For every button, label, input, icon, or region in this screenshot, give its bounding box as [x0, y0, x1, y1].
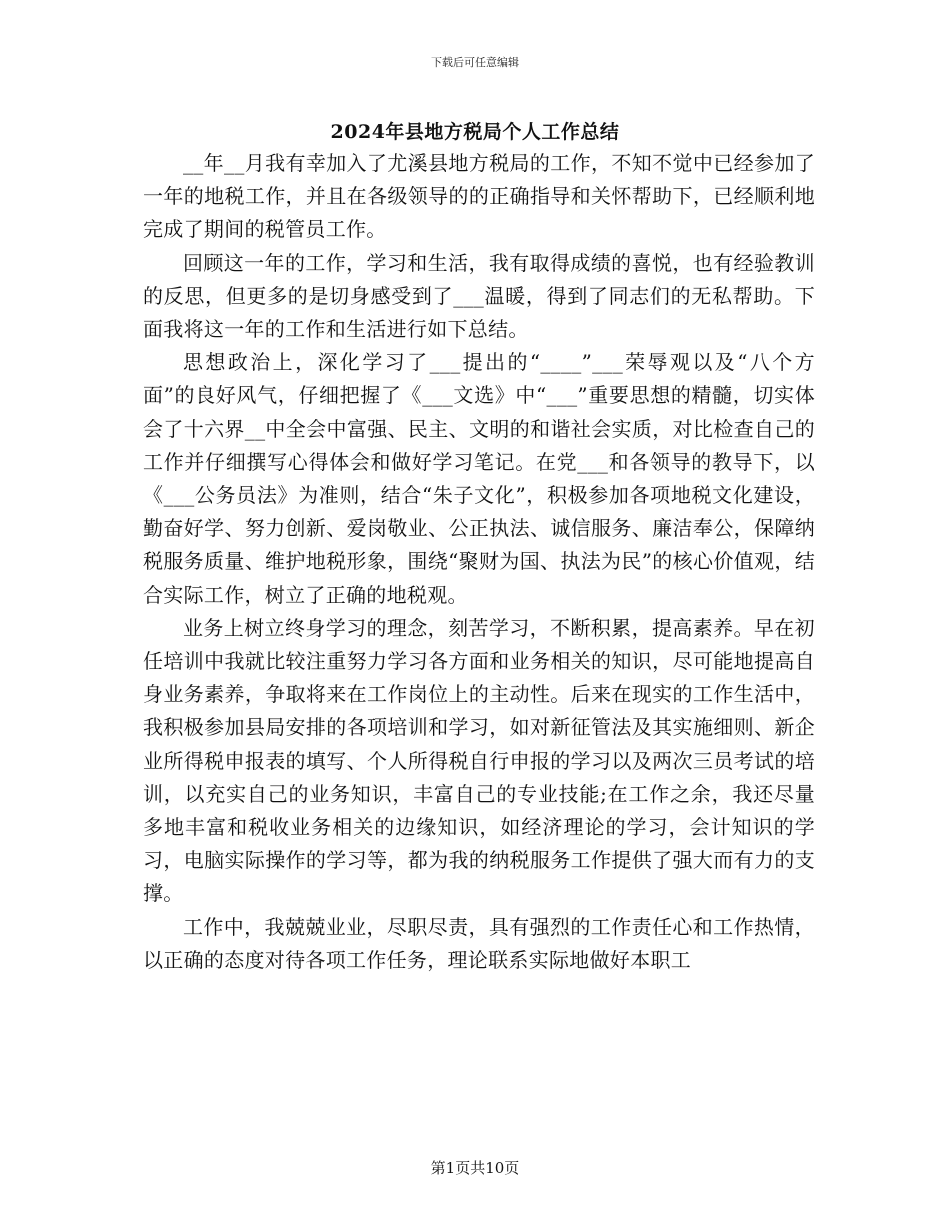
paragraph-4: 业务上树立终身学习的理念，刻苦学习，不断积累，提高素养。早在初任培训中我就比较注重努力学习各方面和业务相关的知识，尽可能地提高自身业务素养，争取将来在工作岗位上的主动性。后来在现实的工作生活中，我积极参加县局安排的各项培训和学习，如对新征管法及其实施细则、新企业所得税申报表的填写、个人所得税自行申报的学习以及两次三员考试的培训，以充实自己的业务知识，丰富自己的专业技能;在工作之余，我还尽量多地丰富和税收业务相关的边缘知识，如经济理论的学习，会计知识的学习，电脑实际操作的学习等，都为我的纳税服务工作提供了强大而有力的支撑。: [143, 615, 815, 906]
document-body: [143, 147, 815, 977]
paragraph-1: __年__月我有幸加入了尤溪县地方税局的工作，不知不觉中已经参加了一年的地税工作，并且在各级领导的的正确指导和关怀帮助下，已经顺利地完成了期间的税管员工作。: [143, 151, 815, 242]
paragraph-3: 思想政治上，深化学习了___提出的“____”___荣辱观以及“八个方面”的良好风气，仔细把握了《___文选》中“___”重要思想的精髓，切实体会了十六界__中全会中富强、民主、文明的和谐社会实质，对比检查自己的工作并仔细撰写心得体会和做好学习笔记。在党___和各领导的教导下，以《___公务员法》为准则，结合“朱子文化”，积极参加各项地税文化建设，勤奋好学、努力创新、爱岗敬业、公正执法、诚信服务、廉洁奉公，保障纳税服务质量、维护地税形象，围绕“聚财为国、执法为民”的核心价值观，结合实际工作，树立了正确的地税观。: [143, 350, 815, 607]
paragraph-5: 工作中，我兢兢业业，尽职尽责，具有强烈的工作责任心和工作热情，以正确的态度对待各项工作任务，理论联系实际地做好本职工: [143, 914, 815, 972]
document-title: 2024年县地方税局个人工作总结: [330, 121, 620, 143]
paragraph-2: 回顾这一年的工作，学习和生活，我有取得成绩的喜悦，也有经验教训的反思，但更多的是切身感受到了___温暖，得到了同志们的无私帮助。下面我将这一年的工作和生活进行如下总结。: [143, 250, 815, 342]
page-header-note: 下载后可任意编辑: [431, 56, 519, 69]
page-number-footer: 第1页共10页: [430, 1159, 520, 1177]
